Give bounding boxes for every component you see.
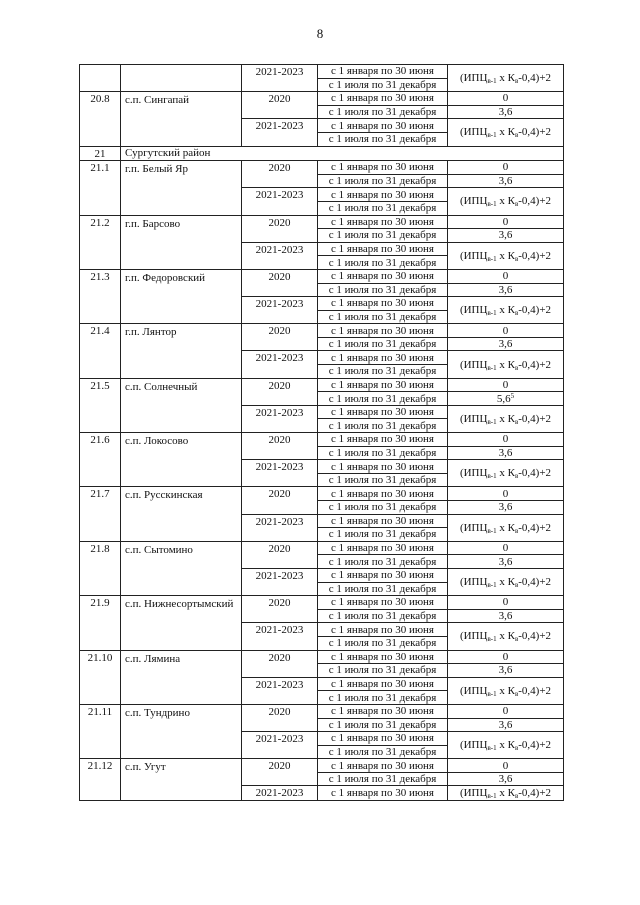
tariff-value (448, 446, 564, 460)
tariff-value-text: 0 (502, 705, 509, 718)
period-range: с 1 июля по 31 декабря (318, 392, 448, 406)
formula-multiplier: х К (496, 249, 515, 262)
period-range: с 1 января по 30 июня (318, 351, 448, 365)
tariff-value (448, 337, 564, 351)
tariff-table-body (80, 65, 564, 801)
formula-subscript-index: в-1 (487, 689, 497, 698)
tariff-formula (448, 351, 564, 378)
tariff-formula (448, 568, 564, 595)
tariff-formula (448, 405, 564, 432)
formula-prefix: (ИПЦ (459, 358, 488, 371)
formula-multiplier: х К (496, 684, 515, 697)
row-number: 21 (80, 146, 121, 161)
period-range: с 1 января по 30 июня (318, 623, 448, 637)
formula-multiplier: х К (496, 739, 515, 752)
period-range: с 1 июля по 31 декабря (318, 229, 448, 243)
tariff-value-text: 0 (502, 542, 509, 555)
period-range: с 1 июля по 31 декабря (318, 718, 448, 732)
formula-subscript-index: в-1 (487, 77, 497, 86)
tariff-formula (448, 188, 564, 215)
tariff-value-text: 3,6 (498, 283, 513, 296)
formula-multiplier: х К (496, 576, 515, 589)
formula-subscript-index: в-1 (487, 581, 497, 590)
formula-suffix: -0,4)+2 (518, 304, 552, 317)
period-range: с 1 января по 30 июня (318, 119, 448, 133)
period-range: с 1 января по 30 июня (318, 677, 448, 691)
table-row (80, 541, 564, 555)
formula-suffix: -0,4)+2 (518, 576, 552, 589)
period-range: с 1 января по 30 июня (318, 188, 448, 202)
formula-suffix: -0,4)+2 (518, 467, 552, 480)
tariff-value (448, 704, 564, 718)
formula-subscript-index: в-1 (487, 526, 497, 535)
formula-multiplier: х К (496, 304, 515, 317)
tariff-value-text: 3,6 (498, 555, 513, 568)
formula-prefix: (ИПЦ (459, 412, 488, 425)
tariff-value-text: 0 (502, 92, 509, 105)
formula-subscript-index: в-1 (487, 472, 497, 481)
tariff-value (448, 487, 564, 501)
tariff-value (448, 718, 564, 732)
row-number: 21.9 (80, 596, 121, 650)
period-range: с 1 января по 30 июня (318, 378, 448, 392)
tariff-formula (448, 460, 564, 487)
tariff-value-text: 0 (502, 324, 509, 337)
period-range: с 1 июля по 31 декабря (318, 256, 448, 270)
period-years: 2021-2023 (242, 568, 318, 595)
period-range: с 1 июля по 31 декабря (318, 528, 448, 542)
period-years: 2021-2023 (242, 786, 318, 801)
period-years: 2020 (242, 596, 318, 623)
formula-prefix: (ИПЦ (459, 195, 488, 208)
formula-subscript-coefficient: в (514, 417, 519, 426)
tariff-value-text: 3,6 (498, 338, 513, 351)
tariff-formula (448, 297, 564, 324)
formula-subscript-coefficient: в (514, 254, 519, 263)
table-row (80, 215, 564, 229)
settlement-name: г.п. Федоровский (121, 269, 242, 323)
period-range: с 1 июля по 31 декабря (318, 501, 448, 515)
period-range: с 1 января по 30 июня (318, 92, 448, 106)
settlement-name: г.п. Белый Яр (121, 161, 242, 215)
period-range: с 1 января по 30 июня (318, 405, 448, 419)
period-range: с 1 января по 30 июня (318, 541, 448, 555)
row-number: 21.7 (80, 487, 121, 541)
period-range: с 1 июля по 31 декабря (318, 636, 448, 650)
row-number: 21.10 (80, 650, 121, 704)
period-years: 2021-2023 (242, 242, 318, 269)
tariff-value-text: 3,6 (498, 501, 513, 514)
formula-suffix: -0,4)+2 (518, 684, 552, 697)
formula-prefix: (ИПЦ (459, 521, 488, 534)
period-range: с 1 июля по 31 декабря (318, 772, 448, 786)
formula-subscript-index: в-1 (487, 792, 497, 801)
period-years: 2020 (242, 269, 318, 296)
period-years: 2020 (242, 92, 318, 119)
period-range: с 1 июля по 31 декабря (318, 310, 448, 324)
settlement-name: с.п. Русскинская (121, 487, 242, 541)
period-range: с 1 июля по 31 декабря (318, 105, 448, 119)
period-range: с 1 января по 30 июня (318, 596, 448, 610)
period-years: 2020 (242, 759, 318, 786)
row-number: 20.8 (80, 92, 121, 146)
tariff-value (448, 772, 564, 786)
formula-suffix: -0,4)+2 (518, 195, 552, 208)
tariff-formula (448, 623, 564, 650)
tariff-value (448, 229, 564, 243)
formula-prefix: (ИПЦ (459, 684, 488, 697)
period-range: с 1 января по 30 июня (318, 269, 448, 283)
formula-subscript-coefficient: в (514, 472, 519, 481)
period-range: с 1 января по 30 июня (318, 487, 448, 501)
formula-prefix: (ИПЦ (459, 304, 488, 317)
footnote-marker: 5 (510, 391, 515, 400)
formula-prefix: (ИПЦ (459, 739, 488, 752)
formula-subscript-coefficient: в (514, 363, 519, 372)
period-years: 2021-2023 (242, 351, 318, 378)
region-row (80, 146, 564, 161)
tariff-formula (448, 514, 564, 541)
period-range: с 1 января по 30 июня (318, 514, 448, 528)
tariff-formula (448, 119, 564, 146)
settlement-name: с.п. Угут (121, 759, 242, 801)
formula-subscript-coefficient: в (514, 200, 519, 209)
period-range: с 1 июля по 31 декабря (318, 174, 448, 188)
table-row (80, 596, 564, 610)
period-range: с 1 июля по 31 декабря (318, 419, 448, 433)
tariff-value-text: 3,6 (498, 718, 513, 731)
period-range: с 1 июля по 31 декабря (318, 201, 448, 215)
formula-subscript-index: в-1 (487, 309, 497, 318)
formula-multiplier: х К (496, 412, 515, 425)
period-range: с 1 января по 30 июня (318, 433, 448, 447)
settlement-name: г.п. Барсово (121, 215, 242, 269)
period-years: 2020 (242, 704, 318, 731)
tariff-value (448, 161, 564, 175)
row-number: 21.6 (80, 433, 121, 487)
tariff-value-text: 3,6 (498, 773, 513, 786)
table-row (80, 65, 564, 79)
table-row (80, 433, 564, 447)
formula-multiplier: х К (496, 72, 515, 85)
tariff-value-text: 0 (502, 433, 509, 446)
tariff-value-text: 0 (502, 650, 509, 663)
settlement-name: г.п. Лянтор (121, 324, 242, 378)
tariff-value (448, 378, 564, 392)
formula-subscript-index: в-1 (487, 635, 497, 644)
period-range: с 1 января по 30 июня (318, 65, 448, 79)
tariff-value-text: 3,6 (498, 610, 513, 623)
period-range: с 1 января по 30 июня (318, 215, 448, 229)
period-years: 2020 (242, 433, 318, 460)
period-range: с 1 января по 30 июня (318, 242, 448, 256)
formula-prefix: (ИПЦ (459, 467, 488, 480)
table-row (80, 378, 564, 392)
period-years: 2020 (242, 324, 318, 351)
page-number: 8 (316, 26, 324, 41)
period-years: 2020 (242, 650, 318, 677)
tariff-value (448, 92, 564, 106)
formula-prefix: (ИПЦ (459, 72, 488, 85)
row-number: 21.8 (80, 541, 121, 595)
period-range: с 1 июля по 31 декабря (318, 555, 448, 569)
period-years: 2020 (242, 378, 318, 405)
period-years: 2021-2023 (242, 119, 318, 146)
table-row (80, 704, 564, 718)
tariff-value (448, 215, 564, 229)
period-years: 2021-2023 (242, 297, 318, 324)
table-row (80, 759, 564, 773)
period-range: с 1 июля по 31 декабря (318, 283, 448, 297)
table-row (80, 269, 564, 283)
tariff-value-text: 0 (502, 215, 509, 228)
period-range: с 1 июля по 31 декабря (318, 78, 448, 92)
formula-multiplier: х К (496, 467, 515, 480)
settlement-name: с.п. Сингапай (121, 92, 242, 146)
period-years: 2021-2023 (242, 514, 318, 541)
tariff-value-text: 0 (502, 596, 509, 609)
period-range: с 1 июля по 31 декабря (318, 446, 448, 460)
formula-suffix: -0,4)+2 (518, 630, 552, 643)
formula-prefix: (ИПЦ (459, 576, 488, 589)
row-number: 21.5 (80, 378, 121, 432)
formula-subscript-coefficient: в (514, 77, 519, 86)
formula-subscript-index: в-1 (487, 744, 497, 753)
tariff-value (448, 174, 564, 188)
period-range: с 1 июля по 31 декабря (318, 609, 448, 623)
formula-multiplier: х К (496, 787, 515, 800)
settlement-name: с.п. Солнечный (121, 378, 242, 432)
formula-subscript-coefficient: в (514, 581, 519, 590)
row-number: 21.3 (80, 269, 121, 323)
tariff-formula (448, 732, 564, 759)
formula-subscript-coefficient: в (514, 792, 519, 801)
period-range: с 1 января по 30 июня (318, 704, 448, 718)
row-number (80, 65, 121, 92)
period-range: с 1 июля по 31 декабря (318, 473, 448, 487)
tariff-value (448, 433, 564, 447)
settlement-name: с.п. Лямина (121, 650, 242, 704)
period-years: 2021-2023 (242, 677, 318, 704)
table-row (80, 650, 564, 664)
period-range: с 1 января по 30 июня (318, 460, 448, 474)
period-range: с 1 января по 30 июня (318, 297, 448, 311)
tariff-value (448, 269, 564, 283)
period-range: с 1 июля по 31 декабря (318, 582, 448, 596)
tariff-value-text: 0 (502, 161, 509, 174)
formula-prefix: (ИПЦ (459, 126, 488, 139)
row-number: 21.4 (80, 324, 121, 378)
period-range: с 1 января по 30 июня (318, 732, 448, 746)
period-years: 2021-2023 (242, 623, 318, 650)
tariff-value-text: 3,6 (498, 446, 513, 459)
formula-multiplier: х К (496, 630, 515, 643)
period-years: 2021-2023 (242, 732, 318, 759)
settlement-name (121, 65, 242, 92)
formula-subscript-coefficient: в (514, 131, 519, 140)
tariff-value (448, 283, 564, 297)
period-range: с 1 января по 30 июня (318, 786, 448, 801)
period-years: 2021-2023 (242, 460, 318, 487)
region-name: Сургутский район (121, 146, 564, 161)
tariff-formula (448, 65, 564, 92)
period-years: 2021-2023 (242, 188, 318, 215)
tariff-value-text: 3,6 (498, 175, 513, 188)
formula-subscript-index: в-1 (487, 417, 497, 426)
formula-multiplier: х К (496, 126, 515, 139)
formula-prefix: (ИПЦ (459, 630, 488, 643)
tariff-formula (448, 786, 564, 801)
tariff-value-text: 5,6 (496, 392, 511, 405)
formula-suffix: -0,4)+2 (518, 126, 552, 139)
formula-multiplier: х К (496, 521, 515, 534)
period-range: с 1 июля по 31 декабря (318, 337, 448, 351)
period-range: с 1 июля по 31 декабря (318, 132, 448, 146)
tariff-formula (448, 677, 564, 704)
formula-suffix: -0,4)+2 (518, 521, 552, 534)
period-years: 2021-2023 (242, 65, 318, 92)
period-range: с 1 января по 30 июня (318, 650, 448, 664)
tariff-value-text: 0 (502, 378, 509, 391)
settlement-name: с.п. Локосово (121, 433, 242, 487)
period-range: с 1 июля по 31 декабря (318, 664, 448, 678)
formula-suffix: -0,4)+2 (518, 412, 552, 425)
tariff-value (448, 541, 564, 555)
row-number: 21.2 (80, 215, 121, 269)
tariff-value (448, 650, 564, 664)
tariff-value (448, 392, 564, 406)
formula-subscript-coefficient: в (514, 635, 519, 644)
formula-suffix: -0,4)+2 (518, 739, 552, 752)
formula-subscript-coefficient: в (514, 744, 519, 753)
period-range: с 1 июля по 31 декабря (318, 745, 448, 759)
formula-suffix: -0,4)+2 (518, 72, 552, 85)
tariff-value-text: 0 (502, 487, 509, 500)
table-row (80, 92, 564, 106)
formula-subscript-index: в-1 (487, 363, 497, 372)
period-years: 2020 (242, 215, 318, 242)
settlement-name: с.п. Тундрино (121, 704, 242, 758)
formula-multiplier: х К (496, 195, 515, 208)
tariff-value (448, 105, 564, 119)
formula-prefix: (ИПЦ (459, 249, 488, 262)
tariff-value-text: 0 (502, 270, 509, 283)
tariff-value (448, 501, 564, 515)
tariff-value (448, 596, 564, 610)
table-row (80, 161, 564, 175)
period-range: с 1 января по 30 июня (318, 568, 448, 582)
table-row (80, 487, 564, 501)
table-row (80, 324, 564, 338)
row-number: 21.11 (80, 704, 121, 758)
formula-subscript-index: в-1 (487, 131, 497, 140)
formula-subscript-coefficient: в (514, 526, 519, 535)
period-years: 2021-2023 (242, 405, 318, 432)
formula-subscript-index: в-1 (487, 200, 497, 209)
period-range: с 1 июля по 31 декабря (318, 691, 448, 705)
formula-multiplier: х К (496, 358, 515, 371)
row-number: 21.12 (80, 759, 121, 801)
formula-subscript-coefficient: в (514, 689, 519, 698)
formula-subscript-index: в-1 (487, 254, 497, 263)
period-range: с 1 января по 30 июня (318, 161, 448, 175)
formula-suffix: -0,4)+2 (518, 358, 552, 371)
tariff-value-text: 3,6 (498, 664, 513, 677)
tariff-value (448, 555, 564, 569)
settlement-name: с.п. Нижнесортымский (121, 596, 242, 650)
period-range: с 1 января по 30 июня (318, 324, 448, 338)
period-years: 2020 (242, 161, 318, 188)
formula-suffix: -0,4)+2 (518, 249, 552, 262)
period-years: 2020 (242, 487, 318, 514)
formula-prefix: (ИПЦ (459, 787, 488, 800)
formula-suffix: -0,4)+2 (518, 787, 552, 800)
period-years: 2020 (242, 541, 318, 568)
settlement-name: с.п. Сытомино (121, 541, 242, 595)
tariff-value (448, 664, 564, 678)
tariff-value (448, 324, 564, 338)
tariff-value (448, 759, 564, 773)
tariff-formula (448, 242, 564, 269)
row-number: 21.1 (80, 161, 121, 215)
tariff-value-text: 3,6 (498, 229, 513, 242)
formula-subscript-coefficient: в (514, 309, 519, 318)
tariff-value (448, 609, 564, 623)
tariff-value-text: 3,6 (498, 106, 513, 119)
period-range: с 1 января по 30 июня (318, 759, 448, 773)
tariff-value-text: 0 (502, 759, 509, 772)
period-range: с 1 июля по 31 декабря (318, 365, 448, 379)
tariff-table (79, 64, 564, 801)
